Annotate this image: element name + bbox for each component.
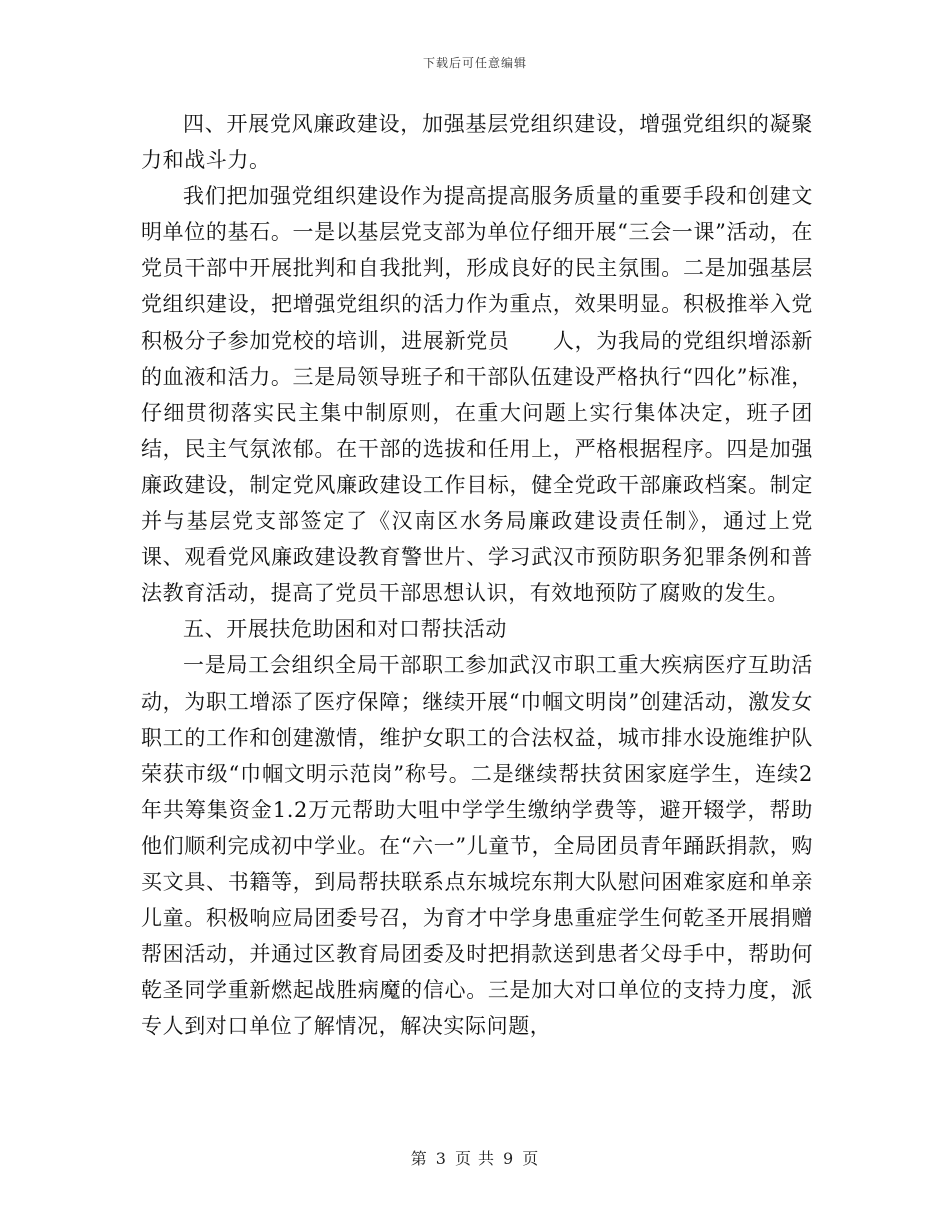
footer-prefix: 第 [410,1149,428,1168]
header-note: 下载后可任意编辑 [422,56,527,70]
section-heading-5: 五、开展扶危助困和对口帮扶活动 [183,617,507,642]
page-footer [0,1146,950,1169]
page-number: 3 [435,1149,447,1168]
footer-suffix: 页 [522,1149,540,1168]
footer-middle: 页 共 [454,1149,496,1168]
paragraph-party-building: 我们把加强党组织建设作为提高提高服务质量的重要手段和创建文明单位的基石。一是以基层党支部为单位仔细开展“三会一课”活动，在党员干部中开展批判和自我批判，形成良好的民主氛围。二是加强基层党组织建设，把增强党组织的活力作为重点，效果明显。积极推举入党积极分子参加党校的培训，进展新党员 人，为我局的党组织增添新的血液和活力。三是局领导班子和干部队伍建设严格执行“四化”标准，仔细贯彻落实民主集中制原则，在重大问题上实行集体决定，班子团结，民主气氛浓郁。在干部的选拔和任用上，严格根据程序。四是加强廉政建设，制定党风廉政建设工作目标，健全党政干部廉政档案。制定并与基层党支部签定了《汉南区水务局廉政建设责任制》，通过上党课、观看党风廉政建设教育警世片、学习武汉市预防职务犯罪条例和普法教育活动，提高了党员干部思想认识，有效地预防了腐败的发生。 [141,184,813,606]
paragraph-poverty-assistance: 一是局工会组织全局干部职工参加武汉市职工重大疾病医疗互助活动，为职工增添了医疗保障；继续开展“巾帼文明岗”创建活动，激发女职工的工作和创建激情，维护女职工的合法权益，城市排水设施维护队荣获市级“巾帼文明示范岗”称号。二是继续帮扶贫困家庭学生，连续2年共筹集资金1.2万元帮助大咀中学学生缴纳学费等，避开辍学，帮助他们顺利完成初中学业。在“六一”儿童节，全局团员青年踊跃捐款，购买文具、书籍等，到局帮扶联系点东城垸东荆大队慰问困难家庭和单亲儿童。积极响应局团委号召，为育才中学身患重症学生何乾圣开展捐赠帮困活动，并通过区教育局团委及时把捐款送到患者父母手中，帮助何乾圣同学重新燃起战胜病魔的信心。三是加大对口单位的支持力度，派专人到对口单位了解情况，解决实际问题， [141,653,813,1039]
document-body [141,106,813,1044]
total-pages: 9 [503,1149,515,1168]
section-heading-4: 四、开展党风廉政建设，加强基层党组织建设，增强党组织的凝聚力和战斗力。 [141,112,813,173]
